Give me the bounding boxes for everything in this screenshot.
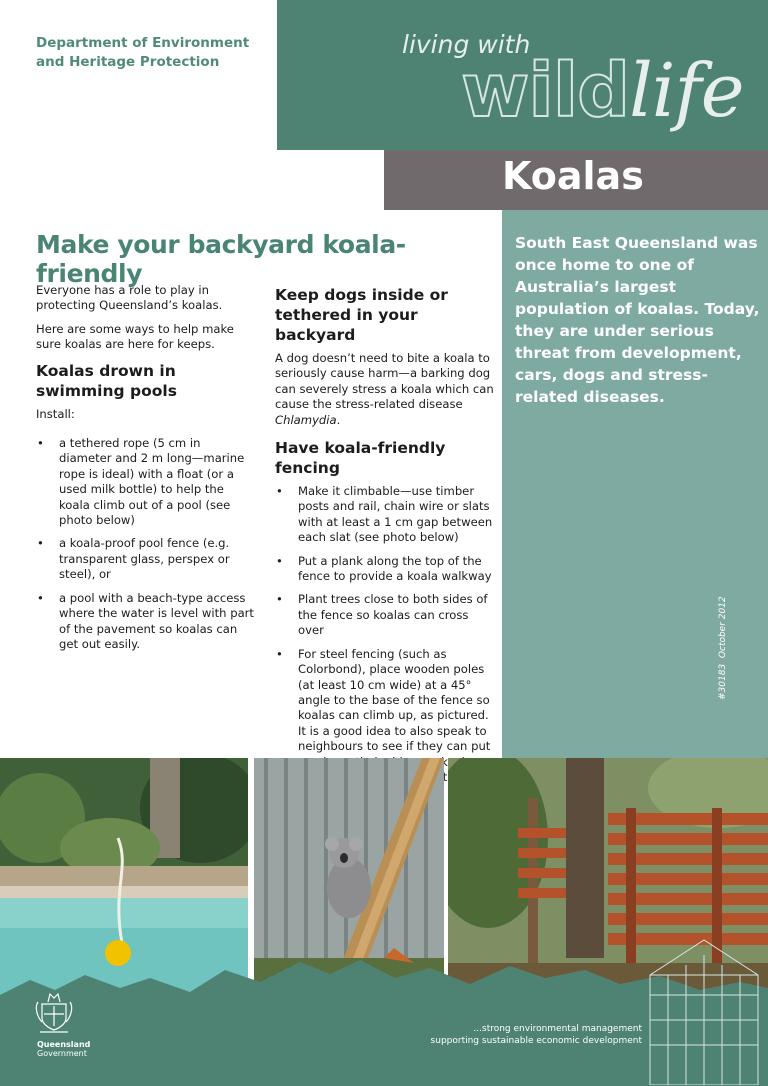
tagline-line-1: ...strong environmental management [473, 1024, 642, 1034]
govt-line-2: Government [37, 1049, 87, 1058]
logo-wild: wild [461, 48, 630, 134]
fencing-list [275, 484, 497, 801]
list-item: • a koala-proof pool fence (e.g. transparent glass, perspex or steel), or [36, 536, 256, 582]
intro-paragraph-2: Here are some ways to help make sure koalas are here for keeps. [36, 321, 234, 352]
publication-number: #30183 [718, 663, 728, 700]
list-item: • Plant trees close to both sides of the fence so koalas can cross over [275, 592, 497, 638]
publication-date: October 2012 [718, 596, 728, 659]
pools-lead: Install: [36, 406, 75, 421]
left-column [36, 283, 256, 660]
dogs-text: A dog doesn’t need to bite a koala to seriously cause harm—a barking dog can severely stress a koala which can cause the stress-related disease [275, 351, 494, 412]
intro-paragraph-1: Everyone has a role to play in protecting Queensland’s koalas. [36, 283, 223, 313]
intro-panel [502, 210, 768, 758]
department-name: Department of Environment and Heritage Protection [36, 35, 250, 70]
pools-heading: Koalas drown in swimming pools [36, 361, 177, 400]
page-title: Koalas [502, 154, 644, 198]
main-heading: Make your backyard koala-friendly [36, 230, 406, 288]
dogs-text-end: . [336, 412, 341, 427]
list-item: • Make it climbable—use timber posts and rail, chain wire or slats with at least a 1 cm gap between each slat (see photo below) [275, 484, 497, 546]
list-item: • a tethered rope (5 cm in diameter and 2 m long—marine rope is ideal) with a float (or a used milk bottle) to help the koala climb out of a pool (see photo below) [36, 436, 256, 528]
footer-tagline [380, 1023, 642, 1047]
dogs-heading: Keep dogs inside or tethered in your backyard [275, 286, 448, 344]
fencing-heading: Have koala-friendly fencing [275, 439, 446, 478]
list-item: • a pool with a beach-type access where the water is level with part of the pavement so koalas can get out easily. [36, 591, 256, 653]
publication-code [718, 596, 728, 700]
pools-list [36, 436, 256, 652]
list-item: • For steel fencing (such as Colorbond), place wooden poles (at least 10 cm wide) at a 45° angle to the base of the fence so koalas can climb up, as pictured. It is a good idea to also speak to neighbours to see if they can put [275, 647, 497, 801]
intro-panel-text: South East Queensland was once home to one of Australia’s largest population of koalas. Today, they are under serious threat from development, cars, dogs and stress-related diseases. [515, 234, 760, 406]
queensland-crest-icon [34, 984, 74, 1040]
middle-column [275, 283, 497, 809]
tagline-line-2: supporting sustainable economic development [430, 1036, 642, 1046]
dogs-paragraph [275, 351, 497, 428]
logo-wildlife [461, 48, 744, 134]
building-outline-icon [640, 935, 768, 1085]
queensland-government-label [37, 1040, 90, 1058]
govt-line-1: Queensland [37, 1040, 91, 1049]
logo-living-with: living with [402, 30, 531, 59]
disease-name: Chlamydia [275, 412, 337, 427]
title-bar [384, 150, 768, 210]
list-item: • Put a plank along the top of the fence to provide a koala walkway [275, 554, 497, 585]
logo-life: life [629, 48, 744, 134]
